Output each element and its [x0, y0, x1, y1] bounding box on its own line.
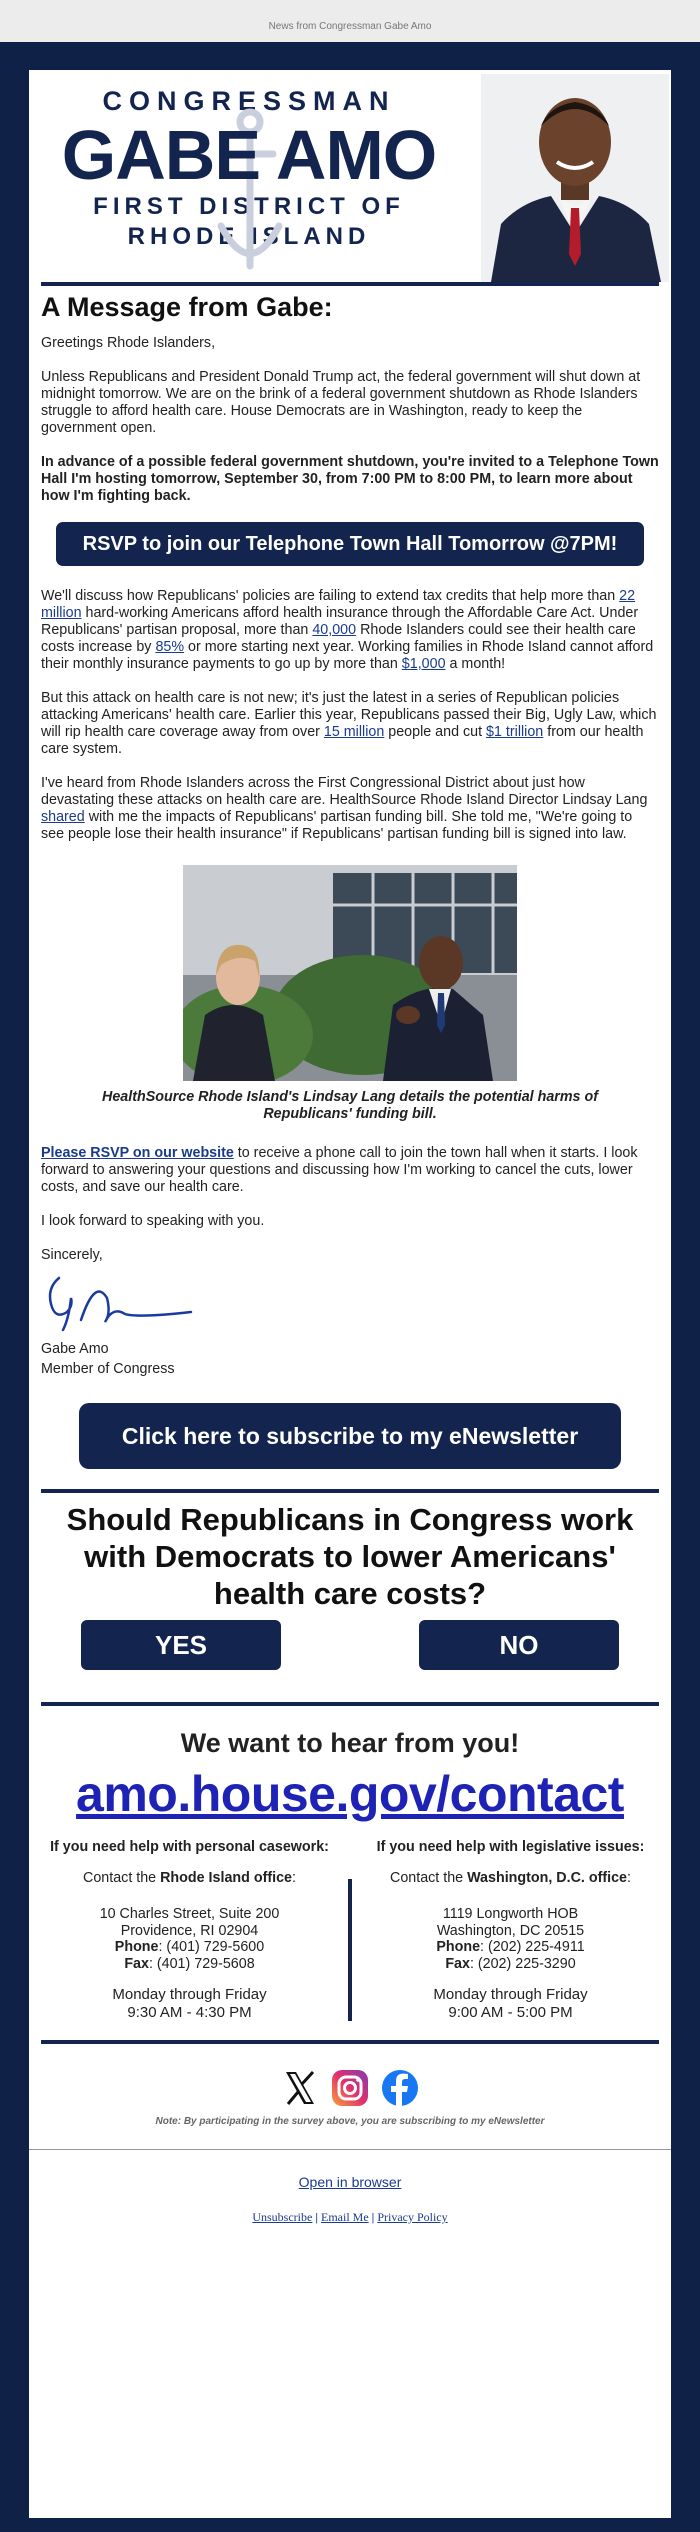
unsubscribe-link[interactable]: Unsubscribe	[252, 2210, 313, 2224]
link-22-million[interactable]: 22 million	[41, 588, 636, 621]
footer-divider	[29, 2149, 671, 2150]
link-1-trillion[interactable]: $1 trillion	[486, 724, 544, 740]
paragraph-closing: I look forward to speaking with you.	[41, 1213, 265, 1229]
office-dc-contact: Contact the Washington, D.C. office:	[390, 1869, 631, 1886]
office-ri-heading: If you need help with personal casework:	[50, 1839, 329, 1855]
paragraph-tax-credits: We'll discuss how Republicans' policies are failing to extend tax credits that help more than 22 million hard-working Americans afford health insurance through the Affordable Care Act. Under Republicans' partisan proposal, more than 40,000 Rhode Islanders could see their health care costs increase by 85% or more starting next year. Working families in Rhode Island cannot afford their monthly insurance payments to go up by more than $1,000 a month!	[41, 588, 654, 672]
link-40000[interactable]: 40,000	[312, 622, 357, 638]
poll-question: Should Republicans in Congress work with Democrats to lower Americans' health care costs?	[66, 1502, 634, 1611]
facebook-icon[interactable]	[380, 2068, 420, 2108]
brand-logo	[29, 84, 469, 252]
newsletter-card	[29, 70, 671, 2518]
privacy-policy-link[interactable]: Privacy Policy	[377, 2210, 448, 2224]
paragraph-attack: But this attack on health care is not new; it's just the latest in a series of Republican policies attacking Americans' health care. Earlier this year, Republicans passed their Big, Ugly Law, which will rip health care coverage away from over 15 million people and cut $1 trillion from our health care system.	[41, 690, 657, 757]
subscribe-button[interactable]: Click here to subscribe to my eNewsletter	[79, 1403, 621, 1469]
link-85-percent[interactable]: 85%	[155, 639, 185, 655]
paragraph-healthsource: I've heard from Rhode Islanders across the First Congressional District about just how devastating these attacks on health care are. HealthSource Rhode Island Director Lindsay Lang shared with me the impacts of Republicans' partisan funding bill. She told me, "We're going to see people lose their health insurance" if Republicans' partisan funding bill is signed into law.	[41, 775, 648, 842]
office-dc-address2: Washington, DC 20515	[436, 1922, 585, 1939]
contact-divider-top	[41, 1702, 659, 1706]
open-in-browser-link[interactable]: Open in browser	[298, 2174, 402, 2190]
office-dc-address1: 1119 Longworth HOB	[442, 1906, 579, 1922]
office-info	[29, 1839, 671, 2022]
poll-no-button[interactable]: NO	[419, 1620, 619, 1670]
office-rhode-island	[29, 1839, 350, 2022]
office-ri-phone: Phone: (401) 729-5600	[114, 1939, 265, 1955]
office-divider	[348, 1879, 352, 2021]
email-me-link[interactable]: Email Me	[321, 2210, 369, 2224]
brand-title-line2: GABE AMO	[61, 116, 437, 194]
link-15-million[interactable]: 15 million	[323, 724, 385, 740]
office-ri-address2: Providence, RI 02904	[120, 1922, 259, 1939]
office-dc-heading: If you need help with legislative issues:	[376, 1839, 645, 1855]
contact-url-link[interactable]: amo.house.gov/contact	[76, 1766, 624, 1822]
office-washington	[350, 1839, 671, 2022]
signature-image	[41, 1268, 201, 1334]
meeting-photo	[183, 865, 517, 1081]
brand-title-line4: RHODE ISLAND	[127, 223, 371, 250]
instagram-icon[interactable]	[330, 2068, 370, 2108]
office-dc-fax: Fax: (202) 225-3290	[445, 1955, 576, 1972]
x-icon[interactable]	[280, 2068, 320, 2108]
rsvp-town-hall-button[interactable]: RSVP to join our Telephone Town Hall Tomorrow @7PM!	[56, 522, 644, 566]
brand-title-line3: FIRST DISTRICT OF	[93, 193, 405, 220]
preheader-text: News from Congressman Gabe Amo	[268, 21, 432, 32]
contact-heading: We want to hear from you!	[180, 1728, 520, 1758]
social-links	[29, 2068, 671, 2108]
poll-options	[29, 1620, 671, 1670]
header-banner	[29, 70, 671, 282]
poll-yes-button[interactable]: YES	[81, 1620, 281, 1670]
office-dc-phone: Phone: (202) 225-4911	[436, 1939, 585, 1955]
link-shared[interactable]: shared	[41, 809, 85, 825]
paragraph-invite: In advance of a possible federal government shutdown, you're invited to a Telephone Town Hall I'm hosting tomorrow, September 30, from 7:00 PM to 8:00 PM, to learn more about how I'm fighting back.	[41, 454, 659, 504]
greeting: Greetings Rhode Islanders,	[41, 335, 216, 351]
poll-divider-top	[41, 1489, 659, 1493]
office-ri-hours: Monday through Friday 9:30 AM - 4:30 PM	[112, 1986, 267, 2021]
footer-links: Unsubscribe | Email Me | Privacy Policy	[252, 2210, 448, 2224]
photo-caption: HealthSource Rhode Island's Lindsay Lang details the potential harms of Republicans' funding bill.	[102, 1089, 598, 1122]
link-1000[interactable]: $1,000	[401, 656, 446, 672]
closing-salutation: Sincerely,	[41, 1247, 103, 1263]
office-dc-hours: Monday through Friday 9:00 AM - 5:00 PM	[433, 1986, 588, 2021]
signer-name: Gabe Amo	[41, 1341, 109, 1357]
link-rsvp-website[interactable]: Please RSVP on our website	[41, 1145, 234, 1161]
message-heading: A Message from Gabe:	[41, 292, 333, 322]
paragraph-shutdown: Unless Republicans and President Donald Trump act, the federal government will shut down at midnight tomorrow. We are on the brink of a federal government shutdown as Rhode Islanders struggle to afford health care. House Democrats are in Washington, ready to keep the government open.	[41, 369, 641, 436]
brand-title-line1: CONGRESSMAN	[102, 86, 396, 116]
office-ri-contact: Contact the Rhode Island office:	[83, 1869, 296, 1886]
signer-title: Member of Congress	[41, 1361, 175, 1377]
congressman-portrait	[481, 74, 669, 282]
survey-note: Note: By participating in the survey above, you are subscribing to my eNewsletter	[155, 2116, 545, 2127]
social-divider-top	[41, 2040, 659, 2044]
office-ri-address1: 10 Charles Street, Suite 200	[99, 1906, 280, 1922]
office-ri-fax: Fax: (401) 729-5608	[124, 1955, 255, 1972]
paragraph-rsvp: Please RSVP on our website to receive a phone call to join the town hall when it starts. I look forward to answering your questions and discussing how I'm working to cancel the cuts, lower costs, and save our health care.	[41, 1145, 638, 1195]
header-divider	[41, 282, 659, 286]
